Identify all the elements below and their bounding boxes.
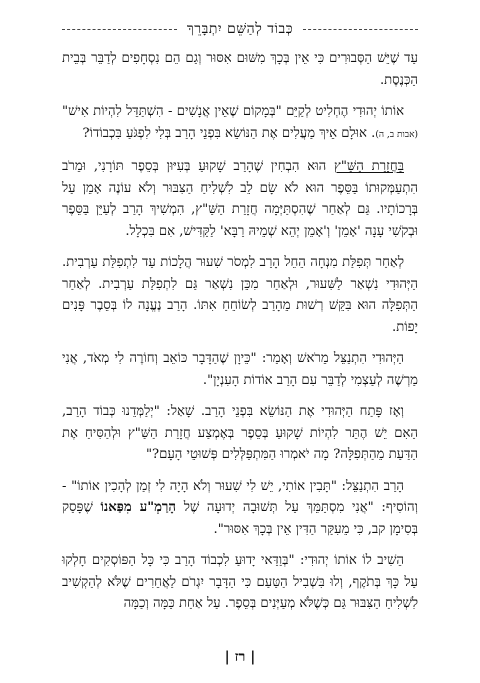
source-citation: (אבות ב, ה) — [375, 129, 418, 140]
header-rule-right — [62, 29, 177, 30]
paragraph-2 — [62, 101, 418, 146]
paragraph-text: הוּא הִבְחִין שֶׁהָרַב שָׁקוּעַ בְּעִיּוּן בְּסֵפֶר תּוֹרָנִי, וּמֵרֹב הִתְעַמְּקוּתוֹ בַּסֵּפֶר הוּא לֹא שָׂם לֵב לִשְׁלִיחַ הַצִּבּוּר וְלֹא עוֹנֶה אָמֵן עַל בְּרָכוֹתָיו. גַּם לְאַחַר שֶׁהִסְתַּיְּמָה חֲזָרַת הַשַּׁ"ץ, הִמְשִׁיךְ הָרַב לְעַיֵּן בַּסֵּפֶר וּבְקֹשִׁי עָנָה 'אָמֵן' וְ'אָמֵן יְהֵא שְׁמֵיהּ רַבָּא' לַקַּדִּישׁ, אִם בִּכְלָל. — [62, 159, 418, 239]
paragraph-text: . אוּלָם אֵיךְ מַעֲלִים אֶת הַנּוֹשֵׂא בִּפְנֵי הָרַב בְּלִי לִפְגֹּעַ בִּכְבוֹדוֹ? — [82, 125, 376, 141]
paragraph-text: שֶׁפָּסַק בְּסִימָן קב, כִּי מֵעִקַּר הַדִּין אֵין בְּכָךְ אִסּוּר". — [62, 500, 418, 537]
running-header — [62, 18, 418, 40]
paragraph-1 — [62, 48, 418, 91]
underlined-phrase: בַּחֲזָרַת הַשַּׁ"ץ — [333, 159, 404, 174]
paragraph-4 — [62, 252, 418, 338]
paragraph-text: הַיְּהוּדִי הִתְנַצֵּל מֵרֹאשׁ וְאָמַר: "כֵּיוָן שֶׁהַדָּבָר כּוֹאֵב וְחוֹרֶה לִי מְאֹד, אֲנִי מַרְשֶׁה לְעַצְמִי לְדַבֵּר עִם הָרַב אוֹדוֹת הָעִנְיָן". — [62, 351, 418, 388]
paragraph-text: וְאָז פָּתַח הַיְּהוּדִי אֶת הַנּוֹשֵׂא בִּפְנֵי הָרַב. שָׁאַל: "יְלַמְּדֵנוּ כְּבוֹד הָרַב, הַאִם יֵשׁ הֶתֵּר לִהְיוֹת שָׁקוּעַ בְּסֵפֶר בְּאֶמְצַע חֲזָרַת הַשַּׁ"ץ וּלְהַסִּיחַ אֶת הַדַּעַת מֵהַתְּפִלָּה? מָה יֹאמְרוּ הַמִּתְפַּלְּלִים פְּשׁוּטֵי הָעָם?" — [62, 404, 418, 462]
header-title: כְּבוֹד לְהַשֵּׁם יִתְבָּרֵךְ — [186, 20, 294, 37]
header-rule-left — [303, 29, 418, 30]
paragraph-text: אוֹתוֹ יְהוּדִי הֶחְלִיט לְקַיֵּם "בְּמָקוֹם שֶׁאֵין אֲנָשִׁים - הִשְׁתַּדֵּל לִהְיוֹת אִישׁ" — [62, 104, 404, 119]
paragraph-text: עַד שֶׁיֵּשׁ הַסְּבוּרִים כִּי אֵין בְּכָךְ מִשּׁוּם אִסּוּר וְגַם הֵם נִסְחָפִים לְדַבֵּר בְּבֵית הַכְּנֶסֶת. — [62, 51, 418, 88]
paragraph-5 — [62, 348, 418, 391]
bold-name: הָרַמְ"ע מִפַּאנוֹ — [100, 500, 176, 515]
paragraph-text: הָרַב הִתְנַצֵּל: "תָּבִין אוֹתִי, יֵשׁ לִי שִׁעוּר וְלֹא הָיָה לִי זְמַן לְהָכִין אוֹתוֹ" - וְהוֹסִיף: "אֲנִי מִסְתַּמֵּךְ עַל תְּשׁוּבָה יְדוּעָה שֶׁל — [62, 478, 418, 515]
paragraph-8 — [62, 550, 418, 615]
paragraph-3 — [62, 156, 418, 242]
paragraph-text: הֵשִׁיב לוֹ אוֹתוֹ יְהוּדִי: "בְּוַדַּאי יָדוּעַ לִכְבוֹד הָרַב כִּי כָּל הַפּוֹסְקִים חָלְקוּ עַל כָּךְ בְּתֹקֶף, וְלוּ בִּשְׁבִיל הַטַּעַם כִּי הַדָּבָר יִגְרֹם לַאֲחֵרִים שֶׁלֹּא לְהַקְשִׁיב לִשְׁלִיחַ הַצִּבּוּר גַּם כְּשֶׁלֹּא מְעַיְּנִים בְּסֵפֶר. עַל אַחַת כַּמָּה וְכַמָּה — [62, 553, 418, 611]
paragraph-text: לְאַחַר תְּפִלַּת מִנְחָה הֵחֵל הָרַב לִמְסֹר שִׁעוּר הֲלָכוֹת עַד לִתְפִלַּת עַרְבִית. הַיְּהוּדִי נִשְׁאַר לַשִּׁעוּר, וּלְאַחַר מִכֵּן נִשְׁאַר גַּם לִתְפִלַּת עַרְבִית. לְאַחַר הַתְּפִלָּה הוּא בִּקֵּשׁ רְשׁוּת מֵהָרַב לְשׂוֹחֵחַ אִתּוֹ. הָרַב נֶעֱנָה לוֹ בְּסֵבֶר פָּנִים יָפוֹת. — [62, 255, 418, 335]
page-number: | רז | — [224, 649, 256, 665]
paragraph-7 — [62, 476, 418, 541]
paragraph-6 — [62, 401, 418, 466]
body-text — [62, 48, 418, 625]
